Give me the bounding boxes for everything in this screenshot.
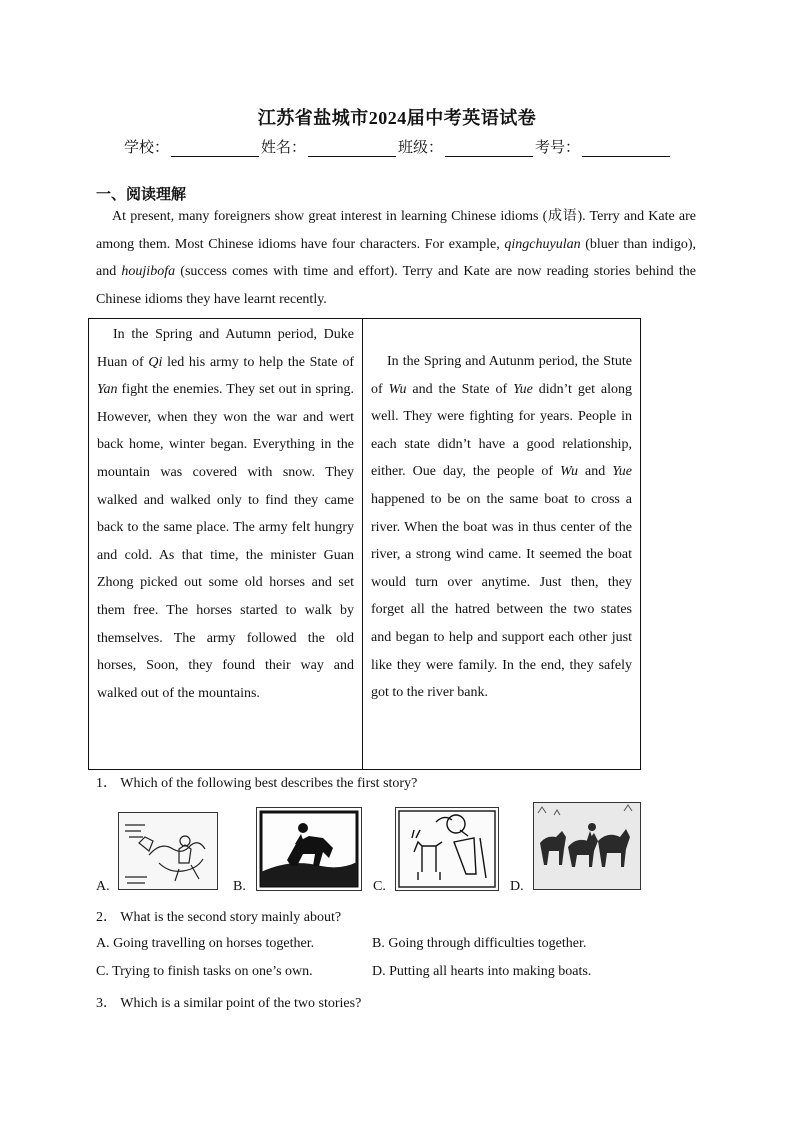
- question-1: 1． Which of the following best describes the first story?: [96, 776, 418, 791]
- name-qi: Qi: [148, 354, 163, 370]
- school-label: 学校：: [124, 138, 170, 156]
- q2-option-b: B. Going through difficulties together.: [372, 936, 587, 951]
- intro-text-1: At present, many foreigners show great interest in learning Chinese idioms (成语). Terry and Kate are among them. Most Chinese idioms have four characters. For example,: [96, 209, 696, 252]
- story-right-text-d: and: [577, 464, 613, 480]
- option-c-label: C.: [373, 879, 386, 894]
- q2-option-a: A. Going travelling on horses together.: [96, 936, 315, 951]
- number-label: 考号：: [535, 138, 581, 156]
- name-yue-2: Yue: [612, 464, 632, 480]
- story-right-text-a: In the Spring and Autunm period, the Stute of: [371, 354, 632, 397]
- class-blank: [445, 142, 533, 157]
- question-3: 3． Which is a similar point of the two stories?: [96, 996, 362, 1011]
- idiom-houjibofa: houjibofa: [121, 264, 176, 280]
- stories-table: [88, 318, 641, 770]
- story-right-text-e: happened to be on the same boat to cross a river. When the boat was in thus center of the river, a strong wind came. It seemed the boat would turn over anytime. Just then, they forget all the hatred between the two states and began to help and support each other just like they were family. In the end, they safely got to the river bank.: [371, 491, 632, 701]
- exam-title: 江苏省盐城市2024届中考英语试卷: [257, 108, 537, 128]
- question-2-options-row-1: [96, 936, 586, 952]
- name-yan: Yan: [97, 382, 118, 398]
- section-heading: 一、阅读理解: [96, 185, 187, 203]
- option-c-picture: [395, 807, 499, 891]
- story-left-text-b: led his army to help the State of: [162, 354, 354, 370]
- intro-text-3: (success comes with time and effort). Terry and Kate are now reading stories behind the Chinese idioms they have learnt recently.: [96, 264, 696, 308]
- question-2-options-row-2: [96, 964, 591, 980]
- idiom-qingchuyulan: qingchuyulan: [504, 236, 581, 252]
- option-d-label: D.: [510, 879, 524, 894]
- story-left-text-a: In the Spring and Autumn period, Duke Huan of: [97, 327, 354, 370]
- number-blank: [582, 142, 670, 157]
- name-blank: [308, 142, 396, 157]
- name-yue: Yue: [513, 381, 533, 397]
- story-right-cell: [363, 319, 640, 769]
- story-right-text-b: and the State of: [406, 381, 514, 397]
- name-wu-2: Wu: [560, 464, 578, 480]
- question-1-picture-options: [96, 802, 656, 897]
- story-left-cell: [89, 319, 363, 769]
- story-left-text-c: fight the enemies. They set out in spring. However, when they won the war and wert back home, winter began. Everything in the mountain was covered with snow. They walked and walked only to find they came back to the same place. The army felt hungry and cold. As that time, the minister Guan Zhong picked out some old horses and set them free. The horses started to walk by themselves. The army followed the old horses, Soon, they found their way and walked out of the mountains.: [97, 382, 354, 701]
- school-blank: [171, 142, 259, 157]
- student-info-line: [124, 136, 672, 157]
- story-right-text-c: didn’t get along well. They were fighting for years. People in each state didn’t have a good relationship, either. Oue day, the people of: [371, 381, 632, 480]
- q2-option-d: D. Putting all hearts into making boats.: [372, 964, 592, 979]
- class-label: 班级：: [398, 138, 444, 156]
- option-b-picture: [256, 807, 362, 891]
- q2-option-c: C. Trying to finish tasks on one’s own.: [96, 964, 313, 979]
- name-label: 姓名：: [261, 138, 307, 156]
- option-d-picture: [533, 802, 641, 890]
- name-wu: Wu: [388, 381, 407, 397]
- question-2: 2． What is the second story mainly about?: [96, 910, 342, 925]
- intro-text-2: (bluer than indigo), and: [96, 236, 696, 280]
- intro-paragraph: [96, 203, 696, 314]
- option-b-label: B.: [233, 879, 246, 894]
- option-a-label: A.: [96, 879, 110, 894]
- option-a-picture: [118, 812, 218, 890]
